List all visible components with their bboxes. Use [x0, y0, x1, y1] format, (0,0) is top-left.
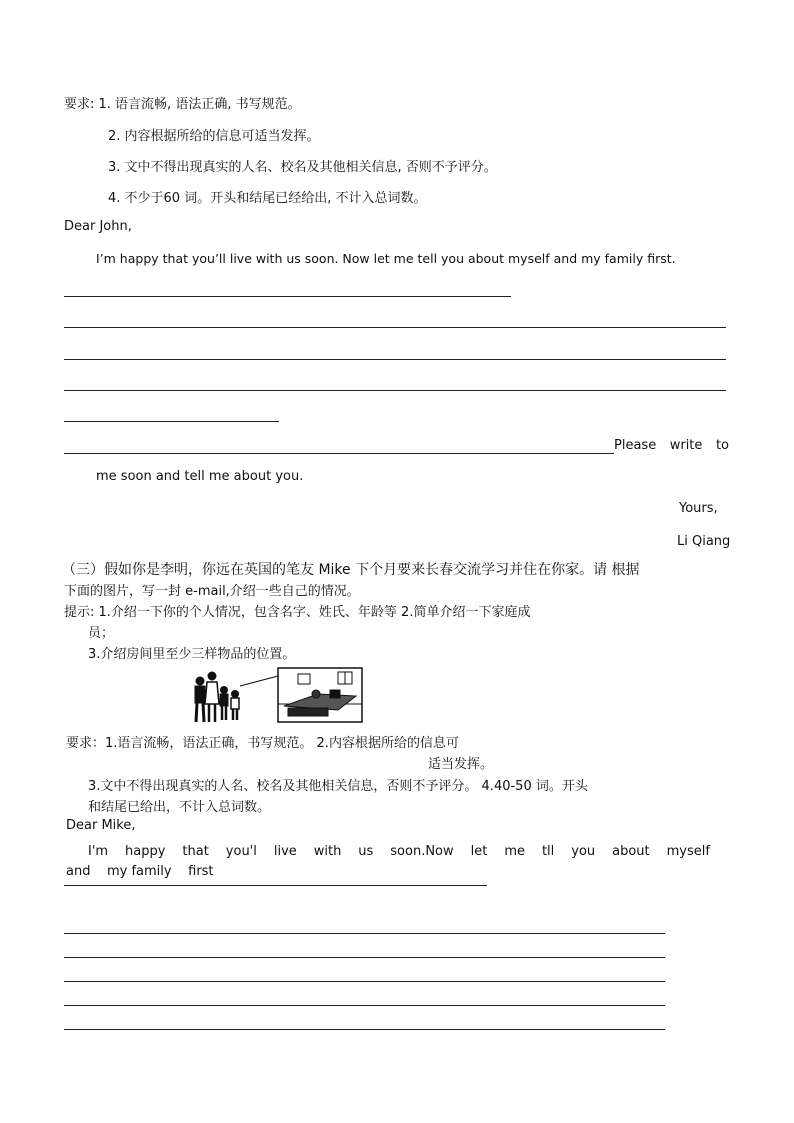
signoff: Yours,	[679, 501, 718, 516]
answer-line[interactable]	[64, 359, 726, 360]
answer-line[interactable]	[64, 390, 726, 391]
task3-opening-line2: and my family first	[66, 864, 214, 879]
opening-word: me	[504, 844, 525, 859]
closing-word: Please	[614, 438, 657, 453]
opening-word: I'm	[88, 844, 109, 859]
closing-word: to	[715, 438, 729, 453]
answer-line[interactable]	[64, 981, 665, 982]
answer-line[interactable]	[64, 421, 279, 422]
answer-line[interactable]	[64, 1029, 665, 1030]
opening-word: with	[313, 844, 342, 859]
letter-opening: I’m happy that you’ll live with us soon. Now let me tell you about myself and my family first.	[96, 251, 676, 266]
bedroom-scene-icon	[278, 668, 362, 722]
opening-word: myself	[666, 844, 710, 859]
requirement-2: 2. 内容根据所给的信息可适当发挥。	[108, 129, 320, 144]
opening-word: that	[182, 844, 209, 859]
closing-line	[614, 438, 729, 453]
opening-word: soon.Now	[390, 844, 454, 859]
requirement-4: 4. 不少于60 词。开头和结尾已经给出, 不计入总词数。	[108, 191, 427, 206]
task3-intro-line1: （三）假如你是李明，你远在英国的笔友 Mike 下个月要来长春交流学习并住在你家。请 根据	[62, 562, 640, 578]
answer-line[interactable]	[64, 885, 487, 886]
answer-line[interactable]	[64, 1005, 665, 1006]
task3-opening-line	[88, 844, 710, 859]
task3-hint-line1: 提示: 1.介绍一下你的个人情况，包含名字、姓氏、年龄等 2.简单介绍一下家庭成	[64, 605, 531, 620]
signature: Li Qiang	[677, 534, 731, 549]
task3-illustration	[188, 664, 366, 726]
opening-word: you'l	[225, 844, 257, 859]
task3-req-line3: 3.文中不得出现真实的人名、校名及其他相关信息，否则不予评分。 4.40-50 词。开头	[88, 779, 588, 794]
family-group-icon	[195, 672, 239, 722]
answer-line[interactable]	[64, 957, 665, 958]
answer-line[interactable]	[64, 296, 511, 297]
opening-word: live	[273, 844, 297, 859]
answer-line[interactable]	[64, 453, 614, 454]
task3-greeting: Dear Mike,	[66, 818, 136, 833]
task3-hint-line3: 3.介绍房间里至少三样物品的位置。	[88, 647, 296, 662]
opening-word: let	[470, 844, 488, 859]
opening-word: happy	[125, 844, 166, 859]
requirement-3: 3. 文中不得出现真实的人名、校名及其他相关信息, 否则不予评分。	[108, 160, 497, 175]
answer-line[interactable]	[64, 327, 726, 328]
letter-greeting: Dear John,	[64, 219, 132, 234]
closing-continuation: me soon and tell me about you.	[96, 469, 304, 484]
opening-word: tll	[541, 844, 555, 859]
task3-hint-line2: 员；	[88, 626, 115, 641]
requirements-heading: 要求: 1. 语言流畅, 语法正确, 书写规范。	[64, 97, 301, 112]
task3-req-line2: 适当发挥。	[428, 757, 494, 772]
opening-word: us	[358, 844, 374, 859]
closing-word: write	[669, 438, 703, 453]
task3-req-line4: 和结尾已给出，不计入总词数。	[88, 800, 271, 815]
task3-req-line1: 要求：1.语言流畅，语法正确，书写规范。 2.内容根据所给的信息可	[66, 736, 459, 751]
answer-line[interactable]	[64, 933, 665, 934]
opening-word: about	[612, 844, 650, 859]
opening-word: you	[571, 844, 596, 859]
task3-intro-line2: 下面的图片，写一封 e-mail,介绍一些自己的情况。	[64, 584, 360, 599]
